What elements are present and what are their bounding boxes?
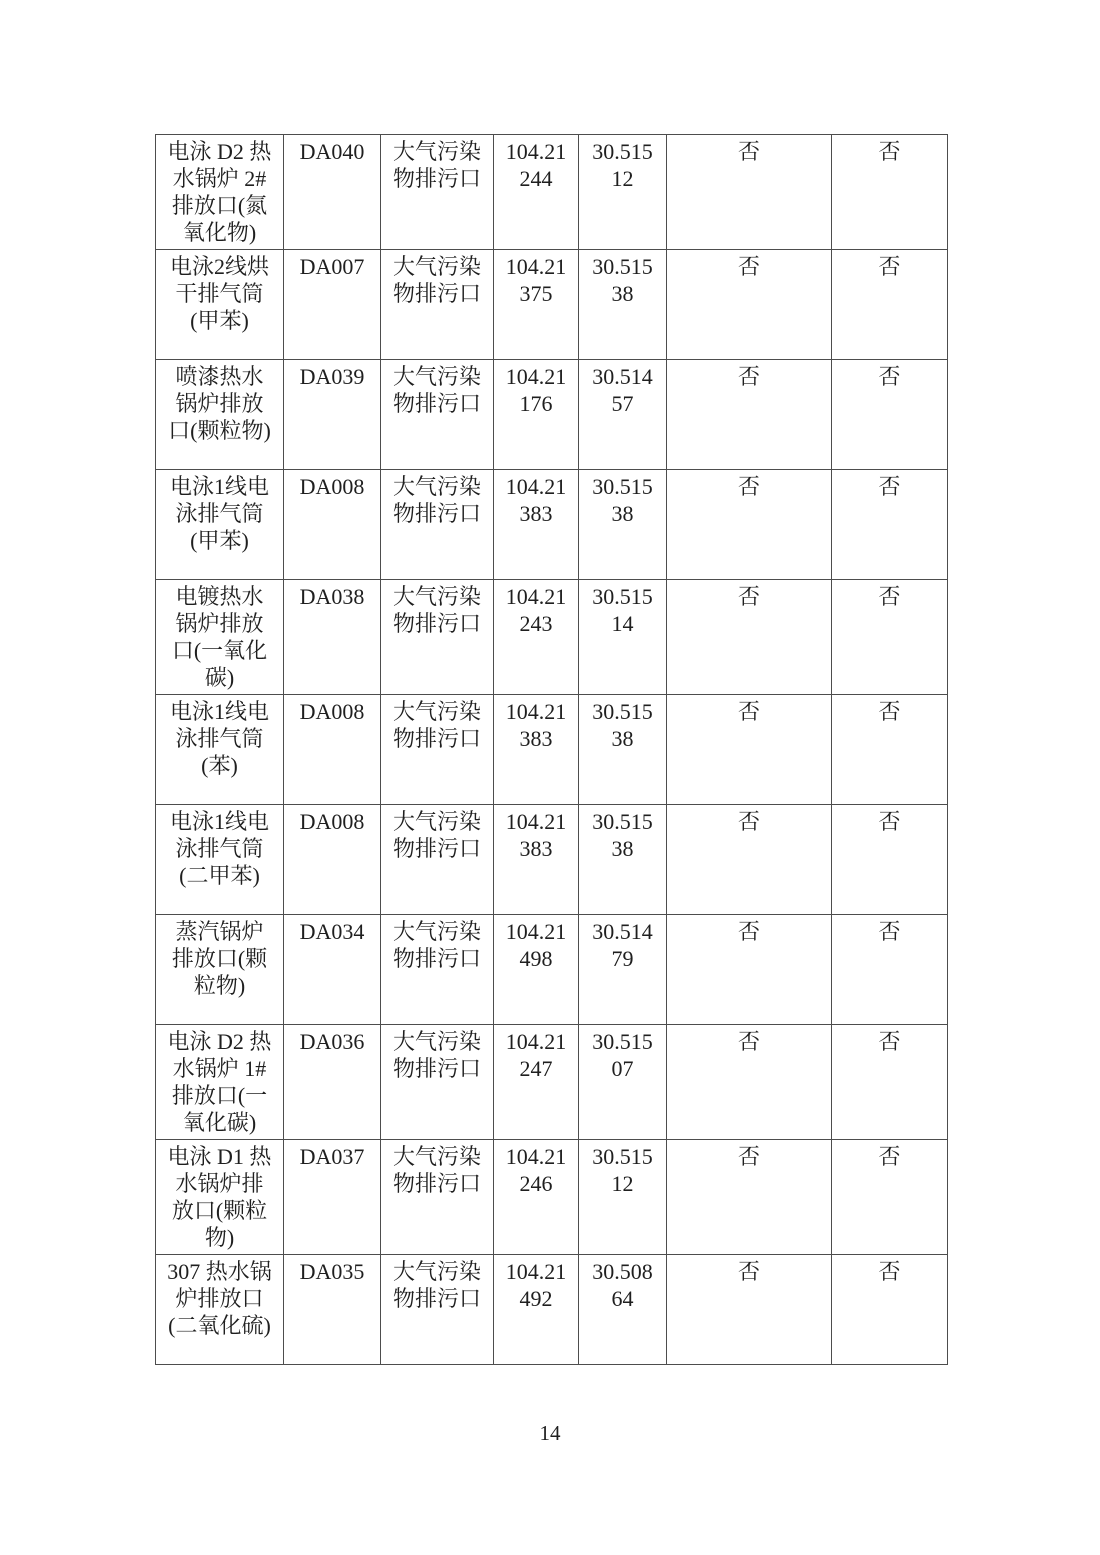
table-row bbox=[156, 915, 948, 1025]
outlet-type-cell: 大气污染物排污口 bbox=[381, 915, 494, 1025]
outlet-type-cell: 大气污染物排污口 bbox=[381, 1140, 494, 1255]
outlet-code-cell: DA008 bbox=[284, 805, 381, 915]
outlet-name-cell: 电泳 D1 热水锅炉排放口(颗粒物) bbox=[156, 1140, 284, 1255]
table-row bbox=[156, 360, 948, 470]
flag-cell-2: 否 bbox=[832, 580, 948, 695]
outlet-name-cell: 电泳2线烘干排气筒(甲苯) bbox=[156, 250, 284, 360]
table-row bbox=[156, 805, 948, 915]
outlet-code-cell: DA040 bbox=[284, 135, 381, 250]
outlet-code-cell: DA035 bbox=[284, 1255, 381, 1365]
flag-cell-1: 否 bbox=[667, 135, 832, 250]
outlet-name-cell: 电泳 D2 热水锅炉 1#排放口(一氧化碳) bbox=[156, 1025, 284, 1140]
outlet-type-cell: 大气污染物排污口 bbox=[381, 1025, 494, 1140]
flag-cell-1: 否 bbox=[667, 1255, 832, 1365]
longitude-cell: 104.21383 bbox=[494, 470, 579, 580]
table-row bbox=[156, 1255, 948, 1365]
table-row bbox=[156, 135, 948, 250]
outlet-code-cell: DA034 bbox=[284, 915, 381, 1025]
latitude-cell: 30.51538 bbox=[579, 695, 667, 805]
flag-cell-2: 否 bbox=[832, 695, 948, 805]
flag-cell-2: 否 bbox=[832, 1025, 948, 1140]
latitude-cell: 30.51457 bbox=[579, 360, 667, 470]
latitude-cell: 30.51507 bbox=[579, 1025, 667, 1140]
flag-cell-2: 否 bbox=[832, 915, 948, 1025]
latitude-cell: 30.51538 bbox=[579, 470, 667, 580]
longitude-cell: 104.21243 bbox=[494, 580, 579, 695]
flag-cell-1: 否 bbox=[667, 805, 832, 915]
flag-cell-1: 否 bbox=[667, 1140, 832, 1255]
longitude-cell: 104.21383 bbox=[494, 695, 579, 805]
flag-cell-1: 否 bbox=[667, 250, 832, 360]
outlet-code-cell: DA039 bbox=[284, 360, 381, 470]
page-number: 14 bbox=[539, 1421, 561, 1445]
outlet-name-cell: 电泳1线电泳排气筒(苯) bbox=[156, 695, 284, 805]
outlet-type-cell: 大气污染物排污口 bbox=[381, 805, 494, 915]
outlet-table bbox=[155, 134, 948, 1365]
outlet-name-cell: 电泳 D2 热水锅炉 2#排放口(氮氧化物) bbox=[156, 135, 284, 250]
flag-cell-1: 否 bbox=[667, 470, 832, 580]
outlet-name-cell: 蒸汽锅炉排放口(颗粒物) bbox=[156, 915, 284, 1025]
flag-cell-1: 否 bbox=[667, 695, 832, 805]
flag-cell-2: 否 bbox=[832, 1140, 948, 1255]
table-row bbox=[156, 1025, 948, 1140]
outlet-type-cell: 大气污染物排污口 bbox=[381, 360, 494, 470]
flag-cell-2: 否 bbox=[832, 135, 948, 250]
longitude-cell: 104.21247 bbox=[494, 1025, 579, 1140]
latitude-cell: 30.51538 bbox=[579, 805, 667, 915]
longitude-cell: 104.21244 bbox=[494, 135, 579, 250]
outlet-type-cell: 大气污染物排污口 bbox=[381, 580, 494, 695]
outlet-code-cell: DA008 bbox=[284, 695, 381, 805]
longitude-cell: 104.21375 bbox=[494, 250, 579, 360]
outlet-code-cell: DA037 bbox=[284, 1140, 381, 1255]
outlet-name-cell: 电镀热水锅炉排放口(一氧化碳) bbox=[156, 580, 284, 695]
outlet-name-cell: 电泳1线电泳排气筒(二甲苯) bbox=[156, 805, 284, 915]
flag-cell-2: 否 bbox=[832, 360, 948, 470]
outlet-name-cell: 喷漆热水锅炉排放口(颗粒物) bbox=[156, 360, 284, 470]
flag-cell-2: 否 bbox=[832, 470, 948, 580]
latitude-cell: 30.51512 bbox=[579, 135, 667, 250]
outlet-name-cell: 电泳1线电泳排气筒(甲苯) bbox=[156, 470, 284, 580]
flag-cell-1: 否 bbox=[667, 915, 832, 1025]
flag-cell-1: 否 bbox=[667, 360, 832, 470]
table-row bbox=[156, 695, 948, 805]
outlet-type-cell: 大气污染物排污口 bbox=[381, 695, 494, 805]
longitude-cell: 104.21176 bbox=[494, 360, 579, 470]
flag-cell-1: 否 bbox=[667, 1025, 832, 1140]
latitude-cell: 30.51479 bbox=[579, 915, 667, 1025]
longitude-cell: 104.21498 bbox=[494, 915, 579, 1025]
outlet-code-cell: DA038 bbox=[284, 580, 381, 695]
outlet-name-cell: 307 热水锅炉排放口(二氧化硫) bbox=[156, 1255, 284, 1365]
outlet-type-cell: 大气污染物排污口 bbox=[381, 1255, 494, 1365]
table-row bbox=[156, 1140, 948, 1255]
flag-cell-2: 否 bbox=[832, 1255, 948, 1365]
table-row bbox=[156, 250, 948, 360]
flag-cell-2: 否 bbox=[832, 250, 948, 360]
table-body bbox=[156, 135, 948, 1365]
latitude-cell: 30.50864 bbox=[579, 1255, 667, 1365]
outlet-type-cell: 大气污染物排污口 bbox=[381, 135, 494, 250]
longitude-cell: 104.21383 bbox=[494, 805, 579, 915]
latitude-cell: 30.51514 bbox=[579, 580, 667, 695]
outlet-type-cell: 大气污染物排污口 bbox=[381, 470, 494, 580]
table-row bbox=[156, 580, 948, 695]
outlet-code-cell: DA008 bbox=[284, 470, 381, 580]
outlet-code-cell: DA007 bbox=[284, 250, 381, 360]
longitude-cell: 104.21246 bbox=[494, 1140, 579, 1255]
outlet-code-cell: DA036 bbox=[284, 1025, 381, 1140]
table-row bbox=[156, 470, 948, 580]
latitude-cell: 30.51512 bbox=[579, 1140, 667, 1255]
flag-cell-1: 否 bbox=[667, 580, 832, 695]
flag-cell-2: 否 bbox=[832, 805, 948, 915]
latitude-cell: 30.51538 bbox=[579, 250, 667, 360]
outlet-type-cell: 大气污染物排污口 bbox=[381, 250, 494, 360]
longitude-cell: 104.21492 bbox=[494, 1255, 579, 1365]
